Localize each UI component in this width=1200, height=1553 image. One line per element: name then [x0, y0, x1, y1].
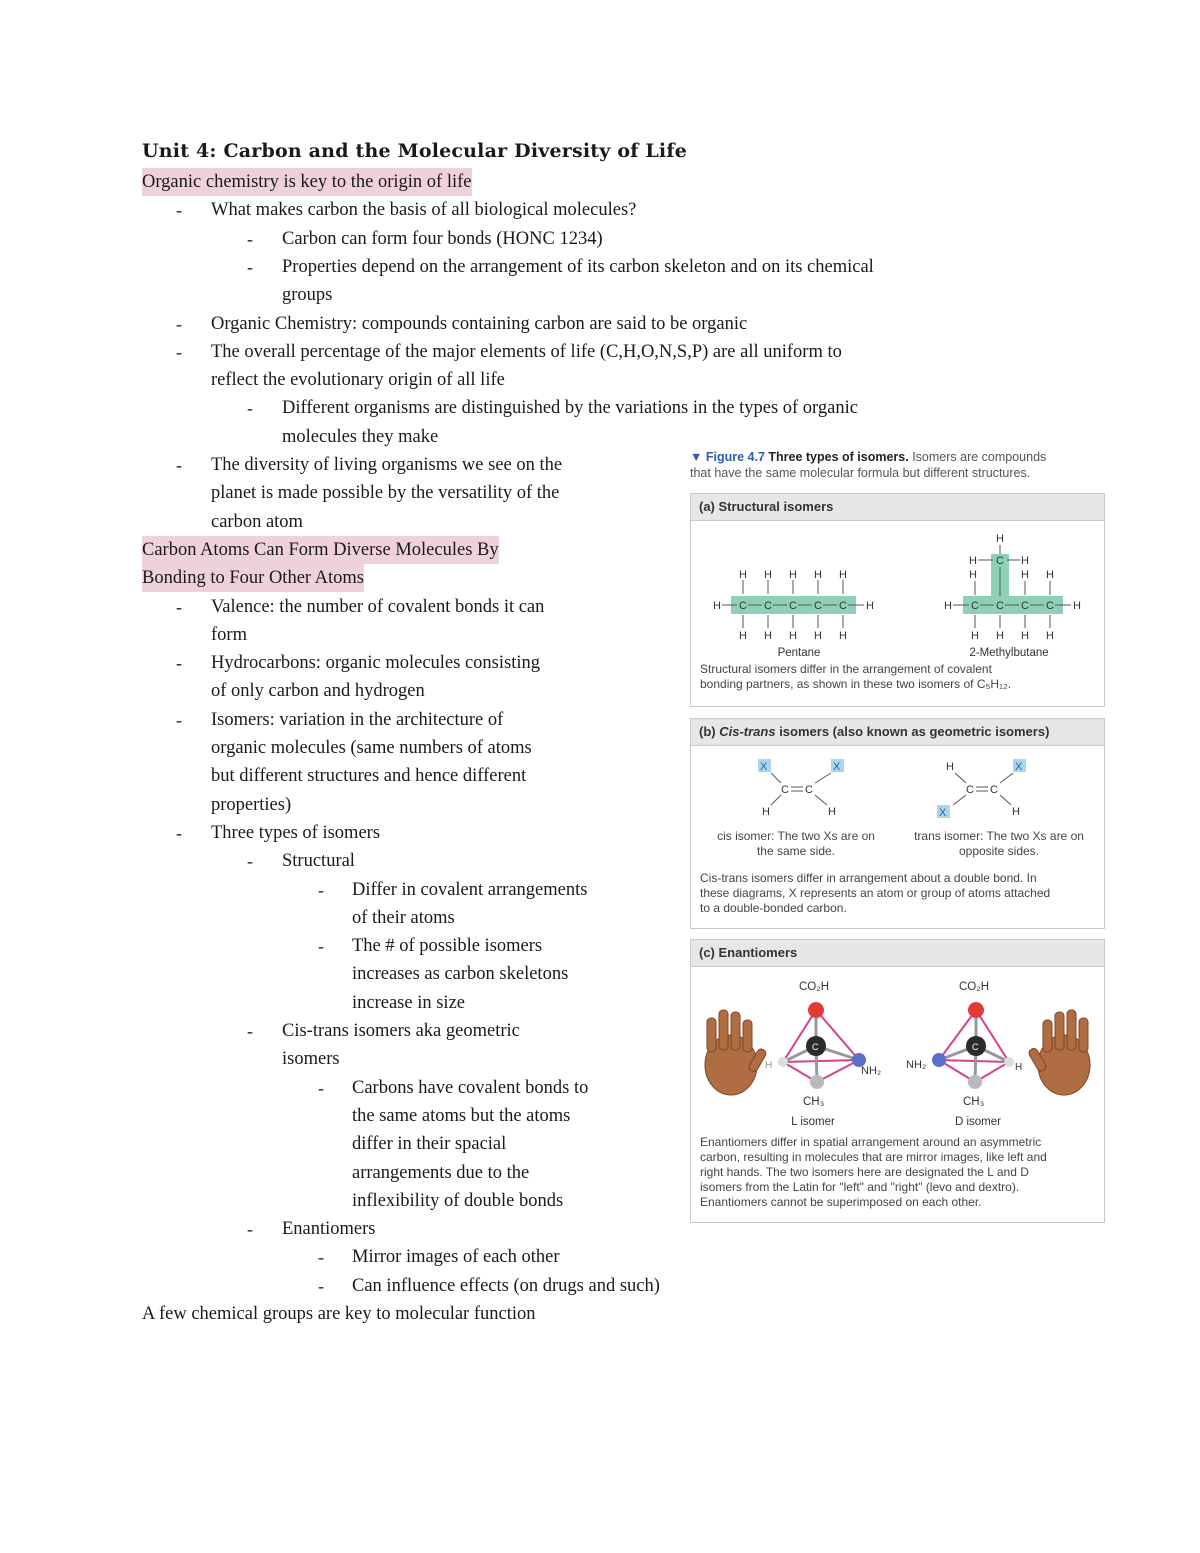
note-line: planet is made possible by the versatility of the — [211, 483, 560, 504]
panel-c-caption-5: Enantiomers cannot be superimposed on each other. — [700, 1195, 982, 1209]
cis-caption-2: the same side. — [756, 844, 836, 858]
svg-text:C: C — [781, 784, 789, 796]
methylbutane-structure — [944, 533, 1081, 642]
cis-isomer-caption — [701, 829, 891, 859]
note-line: Cis-trans isomers aka geometric — [282, 1021, 520, 1041]
bullet-dash: - — [318, 879, 324, 900]
panel-c-caption-3: right hands. The two isomers here are designated the L and D — [700, 1165, 1029, 1179]
cis-caption-1: cis isomer: The two Xs are on — [717, 829, 875, 843]
svg-text:H: H — [1046, 569, 1054, 581]
bullet-dash: - — [247, 1219, 253, 1240]
panel-cis-trans-isomers — [690, 718, 1105, 929]
l-isomer-molecule — [765, 981, 881, 1108]
svg-text:H: H — [765, 1060, 773, 1071]
note-line: increase in size — [352, 992, 465, 1013]
panel-b-caption-2: these diagrams, X represents an atom or group of atoms attached — [700, 886, 1051, 900]
trans-caption-1: trans isomer: The two Xs are on — [914, 829, 1084, 843]
note-line: Isomers: variation in the architecture of — [211, 709, 504, 730]
note-line: Structural — [282, 851, 355, 872]
svg-text:H: H — [971, 630, 979, 642]
bullet-dash: - — [247, 256, 253, 277]
figure-caption-1: Isomers are compounds — [912, 450, 1047, 464]
svg-text:C: C — [971, 600, 979, 612]
bullet-dash: - — [318, 1077, 324, 1098]
bullet-dash: - — [247, 1021, 253, 1041]
note-line: organic molecules (same numbers of atoms — [211, 738, 532, 758]
svg-text:C: C — [1046, 600, 1054, 612]
note-line: Properties depend on the arrangement of its carbon skeleton and on its chemical — [282, 256, 874, 277]
panel-c-caption-1: Enantiomers differ in spatial arrangement around an asymmetric — [700, 1135, 1042, 1149]
section-heading: A few chemical groups are key to molecular function — [142, 1304, 536, 1324]
figure-title: Three types of isomers. — [768, 450, 909, 464]
left-hand-icon — [705, 1010, 767, 1095]
svg-text:H: H — [764, 630, 772, 642]
note-line: Mirror images of each other — [352, 1247, 560, 1268]
note-line: Three types of isomers — [211, 822, 381, 843]
page-title: Unit 4: Carbon and the Molecular Diversity of Life — [142, 140, 688, 162]
note-line: molecules they make — [282, 426, 439, 447]
bullet-dash: - — [176, 313, 182, 334]
svg-text:C: C — [996, 555, 1004, 567]
bullet-dash: - — [176, 822, 182, 843]
note-line: reflect the evolutionary origin of all life — [211, 370, 505, 391]
svg-text:H: H — [944, 600, 952, 612]
bullet-dash: - — [318, 936, 324, 957]
note-line: The # of possible isomers — [352, 936, 543, 957]
note-line: inflexibility of double bonds — [352, 1190, 564, 1211]
cis-isomer-structure — [758, 759, 844, 818]
panel-b-header-suffix: isomers (also known as geometric isomers) — [775, 724, 1050, 739]
note-line: What makes carbon the basis of all biological molecules? — [211, 200, 637, 221]
note-line: properties) — [211, 794, 292, 815]
note-line: Hydrocarbons: organic molecules consisting — [211, 653, 540, 674]
svg-text:H: H — [789, 630, 797, 642]
svg-text:C: C — [990, 784, 998, 796]
methylbutane-label: 2-Methylbutane — [969, 647, 1049, 659]
bullet-dash: - — [176, 200, 182, 221]
note-line: groups — [282, 285, 333, 306]
section-heading: Carbon Atoms Can Form Diverse Molecules By — [142, 536, 499, 564]
svg-text:H: H — [996, 630, 1004, 642]
note-line: The diversity of living organisms we see on the — [211, 455, 563, 475]
figure-label: ▼ Figure 4.7 — [690, 450, 765, 464]
bullet-dash: - — [176, 709, 182, 730]
panel-b-header-italic: Cis-trans — [719, 724, 776, 739]
l-top-group: CO₂H — [799, 981, 830, 993]
note-line: increases as carbon skeletons — [352, 964, 569, 985]
svg-text:H: H — [1021, 569, 1029, 581]
section-heading: Organic chemistry is key to the origin of life — [142, 168, 472, 196]
d-isomer-molecule — [906, 981, 1022, 1108]
panel-b-header — [691, 719, 1104, 746]
panel-a-header: (a) Structural isomers — [691, 494, 1104, 521]
svg-text:H: H — [739, 630, 747, 642]
svg-text:C: C — [1021, 600, 1029, 612]
l-bottom-group: CH₃ — [803, 1096, 825, 1108]
bullet-dash: - — [318, 1275, 324, 1296]
svg-text:H: H — [764, 569, 772, 581]
note-line: Valence: the number of covalent bonds it can — [211, 596, 545, 617]
panel-a-caption — [700, 662, 1095, 692]
svg-text:X: X — [833, 761, 841, 773]
note-line: Can influence effects (on drugs and such) — [352, 1275, 660, 1296]
panel-b-caption-1: Cis-trans isomers differ in arrangement about a double bond. In — [700, 871, 1037, 885]
svg-text:H: H — [969, 569, 977, 581]
svg-text:H: H — [739, 569, 747, 581]
bullet-dash: - — [176, 653, 182, 674]
bullet-dash: - — [247, 851, 253, 872]
svg-text:X: X — [1015, 761, 1023, 773]
svg-text:C: C — [972, 1042, 979, 1052]
svg-text:H: H — [1046, 630, 1054, 642]
note-line: The overall percentage of the major elements of life (C,H,O,N,S,P) are all uniform to — [211, 341, 842, 362]
trans-isomer-structure — [937, 759, 1026, 819]
svg-text:H: H — [969, 555, 977, 567]
d-bottom-group: CH₃ — [963, 1096, 985, 1108]
svg-text:H: H — [828, 806, 836, 818]
panel-a-caption-2: bonding partners, as shown in these two isomers of C₅H₁₂. — [700, 677, 1012, 691]
note-line: Different organisms are distinguished by the variations in the types of organic — [282, 398, 858, 419]
svg-text:H: H — [946, 761, 954, 773]
svg-text:H: H — [1021, 630, 1029, 642]
panel-enantiomers — [690, 939, 1105, 1223]
svg-text:C: C — [764, 600, 772, 612]
panel-b-header-prefix: (b) — [699, 724, 720, 739]
note-line: of their atoms — [352, 907, 455, 928]
figure-caption — [690, 449, 1104, 481]
svg-text:H: H — [814, 569, 822, 581]
svg-text:C: C — [739, 600, 747, 612]
bullet-dash: - — [247, 228, 253, 249]
note-line: of only carbon and hydrogen — [211, 681, 425, 702]
svg-text:C: C — [996, 600, 1004, 612]
svg-text:C: C — [805, 784, 813, 796]
l-isomer-label: L isomer — [791, 1116, 835, 1128]
svg-text:H: H — [839, 569, 847, 581]
panel-c-caption-2: carbon, resulting in molecules that are mirror images, like left and — [700, 1150, 1047, 1164]
d-isomer-label: D isomer — [954, 1116, 1002, 1128]
panel-a-caption-1: Structural isomers differ in the arrangement of covalent — [700, 662, 992, 676]
note-line: isomers — [282, 1049, 340, 1070]
svg-text:C: C — [814, 600, 822, 612]
structural-isomers-diagram — [691, 522, 1104, 662]
note-line: the same atoms but the atoms — [352, 1105, 571, 1126]
pentane-label: Pentane — [777, 647, 821, 659]
bullet-dash: - — [176, 341, 182, 362]
svg-text:C: C — [966, 784, 974, 796]
l-amine-group: NH₂ — [861, 1065, 882, 1077]
note-line: differ in their spacial — [352, 1134, 507, 1155]
svg-text:H: H — [762, 806, 770, 818]
trans-isomer-caption — [899, 829, 1099, 859]
d-top-group: CO₂H — [959, 981, 990, 993]
svg-text:C: C — [789, 600, 797, 612]
trans-caption-2: opposite sides. — [958, 844, 1040, 858]
note-line: but different structures and hence different — [211, 766, 527, 787]
note-line: form — [211, 624, 247, 645]
bullet-dash: - — [318, 1247, 324, 1268]
svg-text:H: H — [1073, 600, 1081, 612]
right-hand-icon — [1028, 1010, 1090, 1095]
note-line: Differ in covalent arrangements — [352, 879, 588, 900]
note-line: Enantiomers — [282, 1219, 376, 1240]
svg-text:C: C — [812, 1042, 819, 1052]
svg-text:H: H — [789, 569, 797, 581]
svg-text:X: X — [760, 761, 768, 773]
svg-text:C: C — [839, 600, 847, 612]
svg-text:X: X — [939, 807, 947, 819]
svg-text:H: H — [1015, 1062, 1023, 1073]
panel-b-caption — [700, 871, 1095, 916]
enantiomers-diagram — [691, 970, 1104, 1130]
svg-text:H: H — [1012, 806, 1020, 818]
panel-c-header: (c) Enantiomers — [691, 940, 1104, 967]
bullet-dash: - — [176, 596, 182, 617]
d-amine-group: NH₂ — [906, 1059, 927, 1071]
note-line: Carbon can form four bonds (HONC 1234) — [282, 228, 603, 249]
panel-b-caption-3: to a double-bonded carbon. — [700, 901, 847, 915]
bullet-dash: - — [247, 398, 253, 419]
svg-text:H: H — [1021, 555, 1029, 567]
section-heading: Bonding to Four Other Atoms — [142, 564, 364, 592]
svg-text:H: H — [866, 600, 874, 612]
svg-text:H: H — [996, 533, 1004, 545]
bullet-dash: - — [176, 455, 182, 475]
figure-caption-2: that have the same molecular formula but different structures. — [690, 466, 1031, 480]
note-line: carbon atom — [211, 511, 303, 532]
svg-text:H: H — [839, 630, 847, 642]
cis-trans-diagram — [691, 749, 1104, 829]
note-line: arrangements due to the — [352, 1162, 530, 1183]
note-line: Carbons have covalent bonds to — [352, 1077, 589, 1098]
panel-structural-isomers — [690, 493, 1105, 707]
panel-c-caption-4: isomers from the Latin for "left" and "right" (levo and dextro). — [700, 1180, 1020, 1194]
svg-text:H: H — [814, 630, 822, 642]
panel-c-caption — [700, 1135, 1095, 1210]
note-line: Organic Chemistry: compounds containing carbon are said to be organic — [211, 313, 748, 334]
svg-text:H: H — [713, 600, 721, 612]
